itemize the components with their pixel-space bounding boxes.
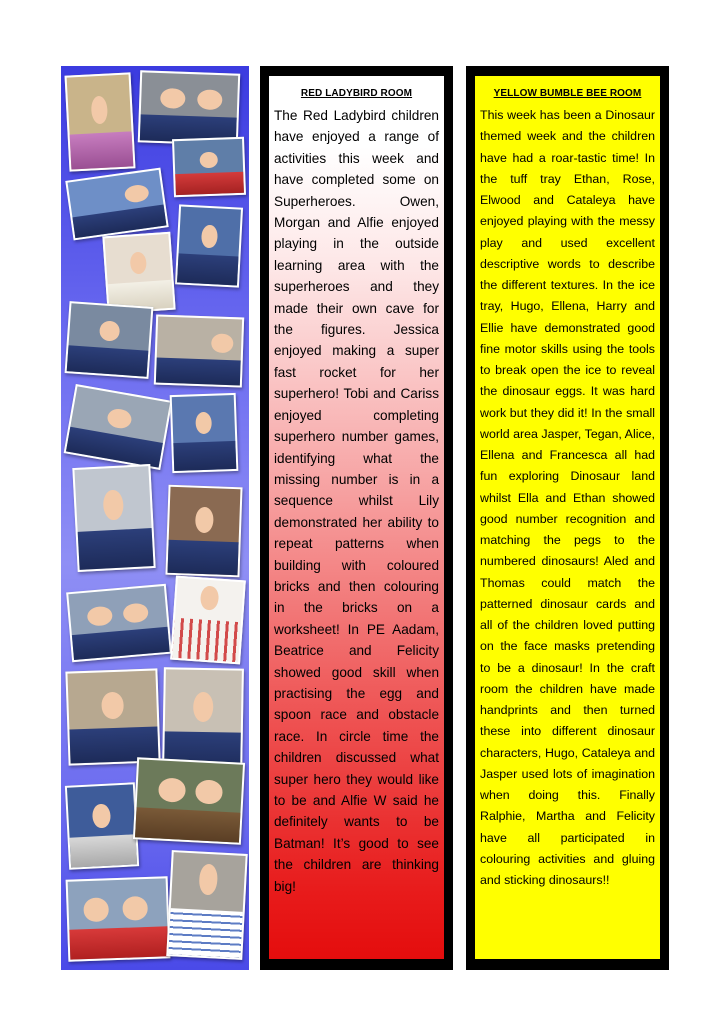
photo-children-playing (172, 137, 246, 197)
photo-children-on-mat (138, 70, 240, 145)
photo-worksheet-display (170, 576, 246, 665)
photo-child-painting (65, 301, 154, 379)
photo-girl-with-ball (162, 667, 244, 772)
photo-children-at-dinosaur-tray (133, 757, 245, 845)
photo-child-at-window (65, 72, 136, 171)
red-ladybird-panel-inner (269, 76, 444, 959)
photo-collage (61, 66, 249, 970)
photo-children-with-rockets (154, 314, 244, 387)
photo-girl-with-number-chart (166, 850, 247, 960)
photo-child-holding-paper (170, 393, 239, 473)
photo-boy-with-cutout (165, 485, 242, 578)
photo-child-with-toy (72, 464, 155, 572)
photo-children-with-blocks (66, 584, 172, 662)
photo-child-with-craft (102, 232, 175, 315)
photo-child-at-table (64, 384, 173, 470)
yellow-bumble-bee-panel-inner (475, 76, 660, 959)
photo-child-with-book (175, 204, 243, 287)
yellow-bumble-bee-panel (466, 66, 669, 970)
photo-child-at-computer (65, 168, 168, 241)
red-ladybird-heading: RED LADYBIRD ROOM (300, 88, 413, 99)
yellow-bumble-bee-heading: YELLOW BUMBLE BEE ROOM (493, 88, 642, 99)
photo-children-at-water-tray (66, 876, 171, 962)
yellow-bumble-bee-text: This week has been a Dinosaur themed week and the children have had a roar-tastic time! In the tuff tray Ethan, Rose, Elwood and Cataleya have enjoyed playing with the messy play and used excellent descriptive words to describe the different textures. In the ice tray, Hugo, Ellena, Harry and Ellie have demonstrated good fine motor skills using the tools to break open the ice to reveal the dinosaur eggs. It was hard work but they did it! In the small world area Jasper, Tegan, Alice, Ellena and Francesca all had fun exploring Dinosaur land whilst Ella and Ethan showed good number recognition and matching the pegs to the numbered dinosaurs! Aled and Thomas could match the patterned dinosaur cards and all of the children loved putting on the face masks pretending to be a dinosaur! In the craft room the children have made handprints and then turned these into different dinosaur characters, Hugo, Cataleya and Jasper used lots of imagination when doing this. Finally Ralphie, Martha and Felicity have all participated in colouring activities and gluing and sticking dinosaurs!! (480, 108, 655, 887)
red-ladybird-text: The Red Ladybird children have enjoyed a range of activities this week and have completed some on Superheroes. Owen, Morgan and Alfie enjoyed playing in the outside learning area with the superheroes and they made their own cave for the figures. Jessica enjoyed making a super fast rocket for her superhero! Tobi and Cariss enjoyed completing superhero number games, identifying what the missing number is in a sequence whilst Lily demonstrated her ability to repeat patterns when building with coloured bricks and then colouring in the bricks on a worksheet! In PE Aadam, Beatrice and Felicity showed good skill when practising the egg and spoon race and obstacle race. In circle time the children discussed what super hero they would like to be and Alfie W said he definitely wants to be Batman! It’s good to see the children are thinking big! (274, 108, 439, 894)
photo-child-in-toy-car (65, 782, 139, 870)
red-ladybird-panel (260, 66, 453, 970)
photo-child-drawing (65, 668, 160, 765)
